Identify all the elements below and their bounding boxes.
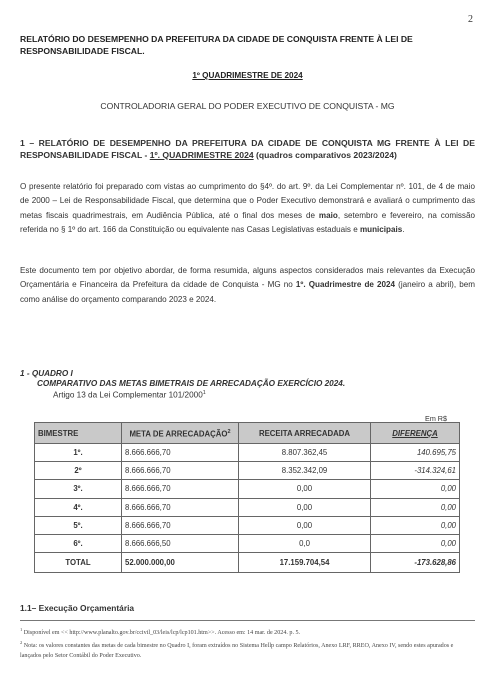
cell-meta: 8.666.666,70 (122, 462, 239, 480)
paragraph-1-text-b: , setembro e fevereiro, na comissão referida no § 1º do art. 166 da Constituição ou equivalente nas Casas Legislativas estaduais e (20, 210, 475, 235)
table-row (35, 480, 460, 498)
header-bimestre: BIMESTRE (35, 423, 122, 444)
table-row (35, 444, 460, 462)
section-1-heading (20, 138, 475, 161)
table-row (35, 462, 460, 480)
paragraph-1-text-a: O presente relatório foi preparado com vistas ao cumprimento do §4º. do art. 9º. da Lei Complementar nº. 101, de 4 de maio de 2000 – Lei de Responsabilidade Fiscal, que determina que o Poder Executivo demonstrará e avaliará o cumprimento das metas fiscais quadrimestrais, em Audiência Pública, até o final dos meses de (20, 182, 475, 220)
cell-receita: 8.807.362,45 (239, 444, 371, 462)
table-header-row (35, 423, 460, 444)
cell-bimestre: 2º (35, 462, 122, 480)
paragraph-1-text-c: . (402, 225, 405, 235)
controladoria-title: CONTROLADORIA GERAL DO PODER EXECUTIVO DE CONQUISTA - MG (100, 101, 395, 111)
footnote-1 (20, 625, 475, 638)
footnote-2-ref: 2 (20, 640, 23, 646)
cell-diferenca: 0,00 (371, 516, 460, 534)
cell-diferenca: 140.695,75 (371, 444, 460, 462)
section-1-prefix: 1 – RELATÓRIO DE DESEMPENHO DA PREFEITURA DA CIDADE DE CONQUISTA MG FRENTE À LEI DE RESPONSABILIDADE FISCAL (20, 138, 475, 160)
cell-total-label: TOTAL (35, 553, 122, 573)
quadrimestre-title: 1º QUADRIMESTRE DE 2024 (192, 71, 303, 80)
paragraph-1 (20, 180, 475, 238)
cell-diferenca: -314.324,61 (371, 462, 460, 480)
paragraph-2-bold: 1º. Quadrimestre de 2024 (295, 280, 396, 290)
header-receita: RECEITA ARRECADADA (239, 423, 371, 444)
paragraph-1-bold-b: municipais (359, 225, 403, 235)
section-1-suffix: (quadros comparativos 2023/2024) (253, 149, 397, 160)
subsection-heading: 1.1– Execução Orçamentária (20, 603, 135, 613)
cell-receita: 0,00 (239, 516, 371, 534)
table-row (35, 516, 460, 534)
cell-meta: 8.666.666,70 (122, 480, 239, 498)
header-meta (122, 423, 239, 444)
cell-meta: 8.666.666,70 (122, 516, 239, 534)
cell-receita: 0,0 (239, 534, 371, 552)
footnote-2 (20, 638, 475, 661)
cell-bimestre: 4º. (35, 498, 122, 516)
cell-bimestre: 6º. (35, 534, 122, 552)
cell-diferenca: 0,00 (371, 480, 460, 498)
cell-receita: 0,00 (239, 480, 371, 498)
cell-meta: 8.666.666,50 (122, 534, 239, 552)
report-heading: RELATÓRIO DO DESEMPENHO DA PREFEITURA DA CIDADE DE CONQUISTA FRENTE À LEI DE RESPONSABILIDADE FISCAL. (20, 34, 413, 56)
section-1-dash: - (142, 149, 150, 160)
quadro-subtitle-text: Artigo 13 da Lei Complementar 101/2000 (53, 390, 203, 400)
page-number: 2 (468, 14, 473, 25)
header-diferenca: DIFERENÇA (371, 423, 460, 444)
footnote-1-ref: 1 (20, 627, 23, 632)
cell-total-receita: 17.159.704,54 (239, 553, 371, 573)
currency-unit: Em R$ (425, 414, 447, 423)
quadro-title: COMPARATIVO DAS METAS BIMETRAIS DE ARRECADAÇÃO EXERCÍCIO 2024. (37, 379, 346, 388)
cell-total-meta: 52.000.000,00 (122, 553, 239, 573)
footnotes (20, 620, 475, 661)
table-row (35, 534, 460, 552)
cell-receita: 0,00 (239, 498, 371, 516)
table-row (35, 498, 460, 516)
quadro-label: 1 - QUADRO I (20, 369, 73, 378)
section-1-underlined: 1º. QUADRIMESTRE 2024 (149, 149, 254, 160)
cell-meta: 8.666.666,70 (122, 498, 239, 516)
paragraph-2-text-b: (janeiro a abril), bem como análise do orçamento comparando 2023 e 2024. (20, 280, 475, 304)
paragraph-1-bold-a: maio (318, 210, 338, 220)
cell-diferenca: 0,00 (371, 498, 460, 516)
header-meta-text: META DE ARRECADAÇÃO (129, 429, 228, 439)
cell-bimestre: 5º. (35, 516, 122, 534)
footnote-ref-1: 1 (202, 390, 206, 396)
footnote-ref-2: 2 (227, 428, 231, 435)
footnote-1-text: Disponível em << http://www.planalto.gov.br/ccivil_03/leis/lcp/lcp101.htm>>. Acesso em: 14 mar. de 2024. p. 5. (22, 630, 301, 637)
cell-bimestre: 3º. (35, 480, 122, 498)
cell-receita: 8.352.342,09 (239, 462, 371, 480)
cell-meta: 8.666.666,70 (122, 444, 239, 462)
quadro-table (34, 422, 460, 573)
paragraph-2 (20, 264, 475, 307)
cell-total-diferenca: -173.628,86 (371, 553, 460, 573)
cell-diferenca: 0,00 (371, 534, 460, 552)
footnote-2-text: Nota: os valores constantes das metas de cada bimestre no Quadro I, foram extraídos no Sistema Hellp campo Relatórios, Anexo LRF, RREO, Anexo IV, sendo estes apurados e lançados pelo Setor Contábil do Poder Executivo. (20, 643, 454, 659)
quadro-subtitle (53, 390, 206, 400)
paragraph-2-text-a: Este documento tem por objetivo abordar, de forma resumida, alguns aspectos considerados mais relevantes da Execução Orçamentária e Financeira da Prefeitura da cidade de Conquista - MG no (20, 266, 475, 290)
table-total-row (35, 553, 460, 573)
cell-bimestre: 1º. (35, 444, 122, 462)
